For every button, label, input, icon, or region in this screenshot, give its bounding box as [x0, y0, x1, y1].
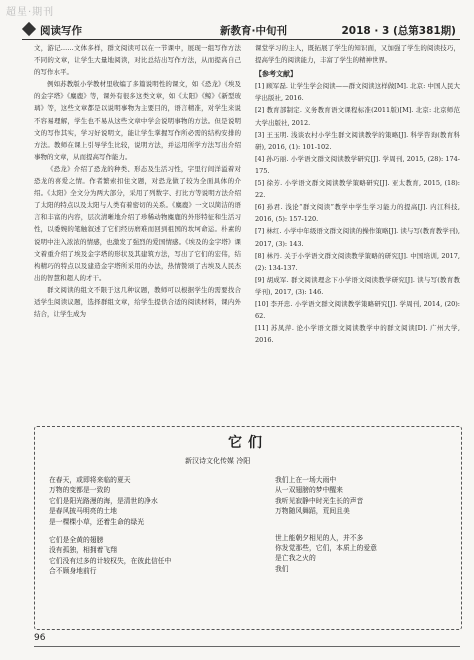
poem-line: 它们是阳光路漫的海，是清世的净水	[49, 496, 158, 505]
paragraph: 例如苏教版小学教材里收编了多篇说明性的课文，如《恐龙》《埃及的金字塔》《麋鹿》等，课外有很多这类文章，如《太阳》《鲸》《新型玻璃》等，这些文章都是以说明事物为主要目的，语言精准，对学生来说不容易理解，学生也不易从这些文章中学会说明事物的方法。但是说明文的写作其实，学习好说明文，能让学生掌握写作所必需的结构安排的方法。教师在课上引导学生比较，说明方法，并运用所学方法写出介绍事物的文章，从而提高写作能力。	[34, 80, 241, 161]
poem-line: 是亡我之火的	[275, 554, 316, 563]
reference-item: [2] 教育部制定. 义务教育语文课程标准(2011版)[M]. 北京: 北京师范大学出版社, 2012.	[255, 106, 460, 127]
poem-line: 我们	[275, 564, 289, 573]
poem-line: 从一双翅膀的梦中醒来	[275, 486, 343, 495]
article-right-column	[255, 42, 460, 346]
poem-line: 你发觉那些，它们，本质上的爱意	[275, 544, 377, 553]
footer-divider	[34, 646, 460, 647]
poem-line: 是一棵棵小草，还着生命的绿光	[49, 517, 145, 526]
references-title: 【参考文献】	[255, 69, 297, 79]
reference-item: [10] 李开忠. 小学语文群文阅读教学策略研究[J]. 学周刊, 2014, (20): 62.	[255, 299, 460, 321]
paragraph: 群文阅读的组文不限于这几种议题，教师可以根据学生的需要找合适学生阅读议题，选择群组文章，给学生提供合适的阅读材料，课内外结合，让学生成为	[34, 285, 241, 319]
reference-item: [4] 孙巧丽. 小学语文群文阅读教学研究[J]. 学周刊, 2015, (28): 174-175.	[255, 154, 460, 175]
poem-line: 它们没有过多的计较权失，在彼此信任中	[49, 556, 172, 565]
reference-item: [11] 苏凤萍. 论小学语文群文阅读教学中的群文阅读[D]. 广州大学, 2016.	[255, 324, 460, 345]
poem-left-column	[49, 475, 171, 577]
poem-line: 我听见寂静中时光生长的声音	[275, 496, 364, 505]
paragraph: 课堂学习的主人，既拓展了学生的知识面，又加强了学生的阅读技巧，提高学生的阅读能力，丰富了学生的精神世界。	[255, 44, 460, 65]
paragraph: 《恐龙》介绍了恐龙的种类、形态及生活习性，字里行间洋溢着对恐龙的喜爱之情。作者繁索扣住文题，对恐龙做了较为全面具体的介绍。《太阳》全文分为两大部分，采用了列数字、打比方等说明方法介绍了太阳的特点以及太阳与人类有着密切的关系。《麋鹿》一文以简洁的语言和丰富的内容，层次清晰地介绍了珍稀动物麋鹿的外形特征和生活习性，以委婉的笔触叙述了它们经历磨难而回到祖国的坎坷命运。朴素的说明中注入浓浓的情感，也激发了强烈的爱国情感。《埃及的金字塔》课文着重介绍了埃及金字塔的形状及其建筑方法，写出了它们的宏伟，结构精巧的特点以及建造金字塔所采用的办法，热情赞颂了古埃及人民杰出的智慧和超人的才干。	[34, 164, 241, 282]
reference-item: [7] 林红. 小学中年级语文群文阅读的操作策略[J]. 读与写(教育教学刊), 2017, (3): 143.	[255, 227, 460, 248]
poem-line: 它们是全黄的翅膀	[49, 536, 104, 545]
reference-item: [8] 林丹. 关于小学语文群文阅读教学策略的研究[J]. 中国培训, 2017, (2): 134-137.	[255, 251, 460, 272]
journal-name: 新教育·中旬刊	[220, 25, 287, 37]
poem-box	[34, 426, 462, 630]
reference-item: [6] 孙君. 浅论“群文阅读”教学中学生学习能力的提高[J]. 内江科技, 2016, (5): 157-120.	[255, 203, 460, 224]
poem-line: 世上能朝夕相见的人，并不多	[275, 533, 364, 542]
stanza-gap	[49, 527, 171, 535]
poem-line: 合不顾身地前行	[49, 567, 97, 576]
journal-watermark: 超星·期刊	[6, 7, 55, 18]
stanza-gap	[275, 525, 377, 533]
poem-line: 在春天，或即将来临的夏天	[49, 476, 131, 484]
poem-line: 万物的变都是一致的	[49, 486, 111, 495]
poem-line: 我们上在一场大雨中	[275, 476, 337, 484]
poem-title: 它们	[228, 435, 268, 451]
reference-item: [1] 顾军磊. 让学生学会阅读——群文阅读这样做[M]. 北京: 中国人民大学出版社, 2016.	[255, 82, 460, 103]
poem-right-column	[275, 475, 377, 574]
poem-line: 是春风披马明亮的土地	[49, 507, 117, 516]
issue-info: 2018 · 3 (总第381期)	[341, 25, 456, 37]
article-left-column	[34, 42, 241, 320]
stanza-gap	[275, 517, 377, 525]
reference-list	[255, 80, 460, 346]
section-label: 阅读写作	[40, 25, 82, 37]
page-number: 96	[34, 633, 46, 643]
poem-byline: 新汉诗文化传媒 冷阳	[185, 457, 251, 465]
page-header	[22, 21, 460, 40]
reference-item: [9] 胡成军. 群文阅读理念下小学语文阅读教学研究[J]. 读与写(教育教学刊), 2017, (3): 146.	[255, 275, 460, 296]
reference-item: [5] 徐芳. 小学语文群文阅读教学策略研究[J]. 亚太教育, 2015, (18): 22.	[255, 179, 460, 200]
poem-line: 没有孤独，相拥着飞翔	[49, 546, 117, 555]
poem-line: 万物随风舞蹈，荒间且美	[275, 507, 350, 516]
paragraph: 文，游记……文体多样，群文阅读可以在一节课中，展现一组写作方法不同的文章，让学生大量地阅读，对比总结出写作方法，从而提高自己的写作水平。	[34, 44, 241, 77]
diamond-icon	[22, 22, 36, 36]
reference-item: [3] 王玉明. 浅谈农村小学生群文阅读教学的策略[J]. 科学咨询(教育科研), 2016, (1): 101-102.	[255, 130, 460, 151]
